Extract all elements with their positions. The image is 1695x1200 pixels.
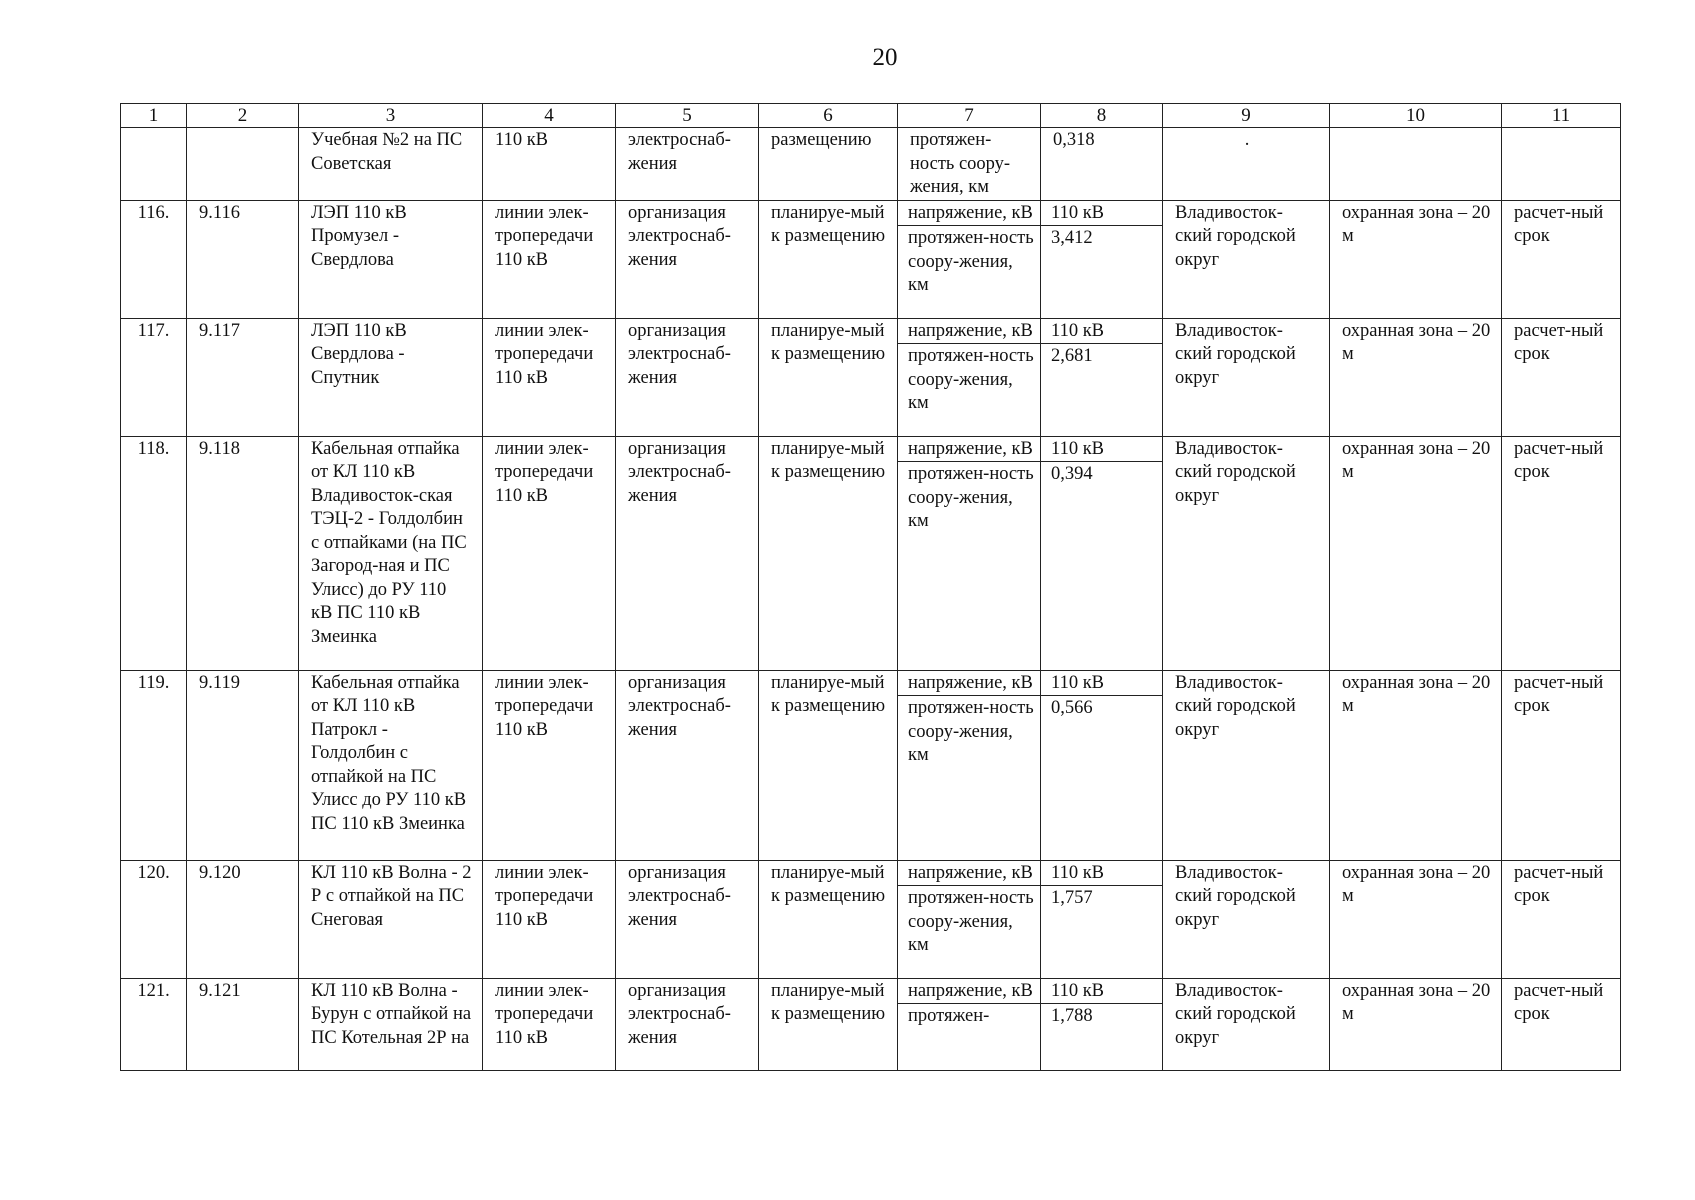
cell-type: 110 кВ: [483, 128, 616, 201]
cell-value: [1041, 670, 1163, 860]
cell-zone: охранная зона – 20 м: [1330, 200, 1502, 318]
cell-zone: охранная зона – 20 м: [1330, 978, 1502, 1070]
cell-name: Кабельная отпайка от КЛ 110 кВ Владивосток-ская ТЭЦ-2 - Голдолбин с отпайками (на ПС Загород-ная и ПС Улисс) до РУ 110 кВ ПС 110 кВ Змеинка: [299, 436, 483, 670]
table-row: [121, 318, 1621, 436]
cell-status: планируе-мый к размещению: [759, 670, 898, 860]
cell-term: [1502, 128, 1621, 201]
cell-code: 9.116: [187, 200, 299, 318]
cell-num: 121.: [121, 978, 187, 1070]
cell-purpose: организация электроснаб-жения: [616, 318, 759, 436]
cell-name: КЛ 110 кВ Волна - Бурун с отпайкой на ПС Котельная 2Р на: [299, 978, 483, 1070]
cell-status: планируе-мый к размещению: [759, 200, 898, 318]
cell-purpose: организация электроснаб-жения: [616, 670, 759, 860]
cell-purpose: электроснаб-жения: [616, 128, 759, 201]
cell-num: 119.: [121, 670, 187, 860]
cell-num: [121, 128, 187, 201]
table-row: [121, 978, 1621, 1070]
cell-purpose: организация электроснаб-жения: [616, 200, 759, 318]
cell-name: Учебная №2 на ПС Советская: [299, 128, 483, 201]
cell-param-length: протяжен-ность соору-жения, км: [908, 228, 1034, 295]
column-header: 3: [299, 104, 483, 128]
page-number: 20: [872, 44, 898, 71]
cell-code: 9.121: [187, 978, 299, 1070]
table-row-continuation: [121, 128, 1621, 201]
column-header: 11: [1502, 104, 1621, 128]
column-header-row: [121, 104, 1621, 128]
cell-value-voltage: 110 кВ: [1041, 437, 1162, 463]
cell-name: ЛЭП 110 кВ Промузел - Свердлова: [299, 200, 483, 318]
column-header: 2: [187, 104, 299, 128]
cell-term: расчет-ный срок: [1502, 200, 1621, 318]
cell-term: расчет-ный срок: [1502, 860, 1621, 978]
column-header: 1: [121, 104, 187, 128]
cell-term: расчет-ный срок: [1502, 670, 1621, 860]
cell-status: размещению: [759, 128, 898, 201]
cell-param: [898, 436, 1041, 670]
cell-status: планируе-мый к размещению: [759, 436, 898, 670]
cell-status: планируе-мый к размещению: [759, 318, 898, 436]
column-header: 8: [1041, 104, 1163, 128]
cell-param: [898, 200, 1041, 318]
table-row: [121, 200, 1621, 318]
cell-purpose: организация электроснаб-жения: [616, 978, 759, 1070]
cell-param: протяжен-ность соору-жения, км: [898, 128, 1041, 201]
cell-value-voltage: 110 кВ: [1041, 979, 1162, 1005]
cell-term: расчет-ный срок: [1502, 436, 1621, 670]
cell-type: линии элек-тропередачи 110 кВ: [483, 200, 616, 318]
cell-term: расчет-ный срок: [1502, 318, 1621, 436]
cell-type: линии элек-тропередачи 110 кВ: [483, 436, 616, 670]
cell-num: 118.: [121, 436, 187, 670]
cell-param-voltage: напряжение, кВ: [898, 671, 1040, 697]
cell-location: .: [1163, 128, 1330, 201]
cell-location: Владивосток-ский городской округ: [1163, 200, 1330, 318]
cell-param: [898, 978, 1041, 1070]
cell-value-length: 0,566: [1051, 698, 1093, 718]
table-row: [121, 860, 1621, 978]
cell-value-length: 0,394: [1051, 464, 1093, 484]
cell-param: [898, 670, 1041, 860]
cell-param: [898, 860, 1041, 978]
cell-status: планируе-мый к размещению: [759, 978, 898, 1070]
cell-location: Владивосток-ский городской округ: [1163, 670, 1330, 860]
cell-value: [1041, 860, 1163, 978]
cell-term: расчет-ный срок: [1502, 978, 1621, 1070]
cell-param-length: протяжен-: [908, 1006, 990, 1026]
cell-location: Владивосток-ский городской округ: [1163, 436, 1330, 670]
cell-type: линии элек-тропередачи 110 кВ: [483, 670, 616, 860]
cell-param-voltage: напряжение, кВ: [898, 979, 1040, 1005]
cell-zone: охранная зона – 20 м: [1330, 436, 1502, 670]
cell-type: линии элек-тропередачи 110 кВ: [483, 318, 616, 436]
cell-name: КЛ 110 кВ Волна - 2 Р с отпайкой на ПС Снеговая: [299, 860, 483, 978]
cell-code: 9.119: [187, 670, 299, 860]
table-row: [121, 670, 1621, 860]
cell-type: линии элек-тропередачи 110 кВ: [483, 860, 616, 978]
cell-zone: охранная зона – 20 м: [1330, 860, 1502, 978]
column-header: 5: [616, 104, 759, 128]
column-header: 10: [1330, 104, 1502, 128]
cell-param-length: протяжен-ность соору-жения, км: [908, 346, 1034, 413]
cell-value-voltage: 110 кВ: [1041, 861, 1162, 887]
cell-param-length: протяжен-ность соору-жения, км: [908, 888, 1034, 955]
cell-value-voltage: 110 кВ: [1041, 671, 1162, 697]
cell-location: Владивосток-ский городской округ: [1163, 860, 1330, 978]
cell-value: [1041, 200, 1163, 318]
cell-value-length: 3,412: [1051, 228, 1093, 248]
cell-value: 0,318: [1041, 128, 1163, 201]
cell-zone: охранная зона – 20 м: [1330, 318, 1502, 436]
cell-param-voltage: напряжение, кВ: [898, 319, 1040, 345]
cell-name: Кабельная отпайка от КЛ 110 кВ Патрокл - Голдолбин с отпайкой на ПС Улисс до РУ 110 кВ ПС 110 кВ Змеинка: [299, 670, 483, 860]
cell-value-voltage: 110 кВ: [1041, 201, 1162, 227]
column-header: 4: [483, 104, 616, 128]
cell-purpose: организация электроснаб-жения: [616, 436, 759, 670]
cell-num: 116.: [121, 200, 187, 318]
cell-param-voltage: напряжение, кВ: [898, 861, 1040, 887]
objects-table: [120, 103, 1621, 1071]
cell-zone: охранная зона – 20 м: [1330, 670, 1502, 860]
cell-value-length: 1,757: [1051, 888, 1093, 908]
cell-value: [1041, 436, 1163, 670]
cell-value: [1041, 978, 1163, 1070]
cell-param-voltage: напряжение, кВ: [898, 201, 1040, 227]
cell-value-length: 2,681: [1051, 346, 1093, 366]
column-header: 9: [1163, 104, 1330, 128]
cell-value-length: 1,788: [1051, 1006, 1093, 1026]
table-row: [121, 436, 1621, 670]
cell-location: Владивосток-ский городской округ: [1163, 978, 1330, 1070]
cell-name: ЛЭП 110 кВ Свердлова - Спутник: [299, 318, 483, 436]
cell-code: 9.117: [187, 318, 299, 436]
column-header: 7: [898, 104, 1041, 128]
cell-param-length: протяжен-ность соору-жения, км: [908, 464, 1034, 531]
cell-code: 9.120: [187, 860, 299, 978]
cell-purpose: организация электроснаб-жения: [616, 860, 759, 978]
cell-param-length: протяжен-ность соору-жения, км: [908, 698, 1034, 765]
cell-value: [1041, 318, 1163, 436]
cell-param-voltage: напряжение, кВ: [898, 437, 1040, 463]
cell-code: 9.118: [187, 436, 299, 670]
cell-num: 120.: [121, 860, 187, 978]
cell-num: 117.: [121, 318, 187, 436]
cell-zone: [1330, 128, 1502, 201]
column-header: 6: [759, 104, 898, 128]
cell-value-voltage: 110 кВ: [1041, 319, 1162, 345]
cell-code: [187, 128, 299, 201]
cell-location: Владивосток-ский городской округ: [1163, 318, 1330, 436]
cell-param: [898, 318, 1041, 436]
cell-type: линии элек-тропередачи 110 кВ: [483, 978, 616, 1070]
cell-status: планируе-мый к размещению: [759, 860, 898, 978]
